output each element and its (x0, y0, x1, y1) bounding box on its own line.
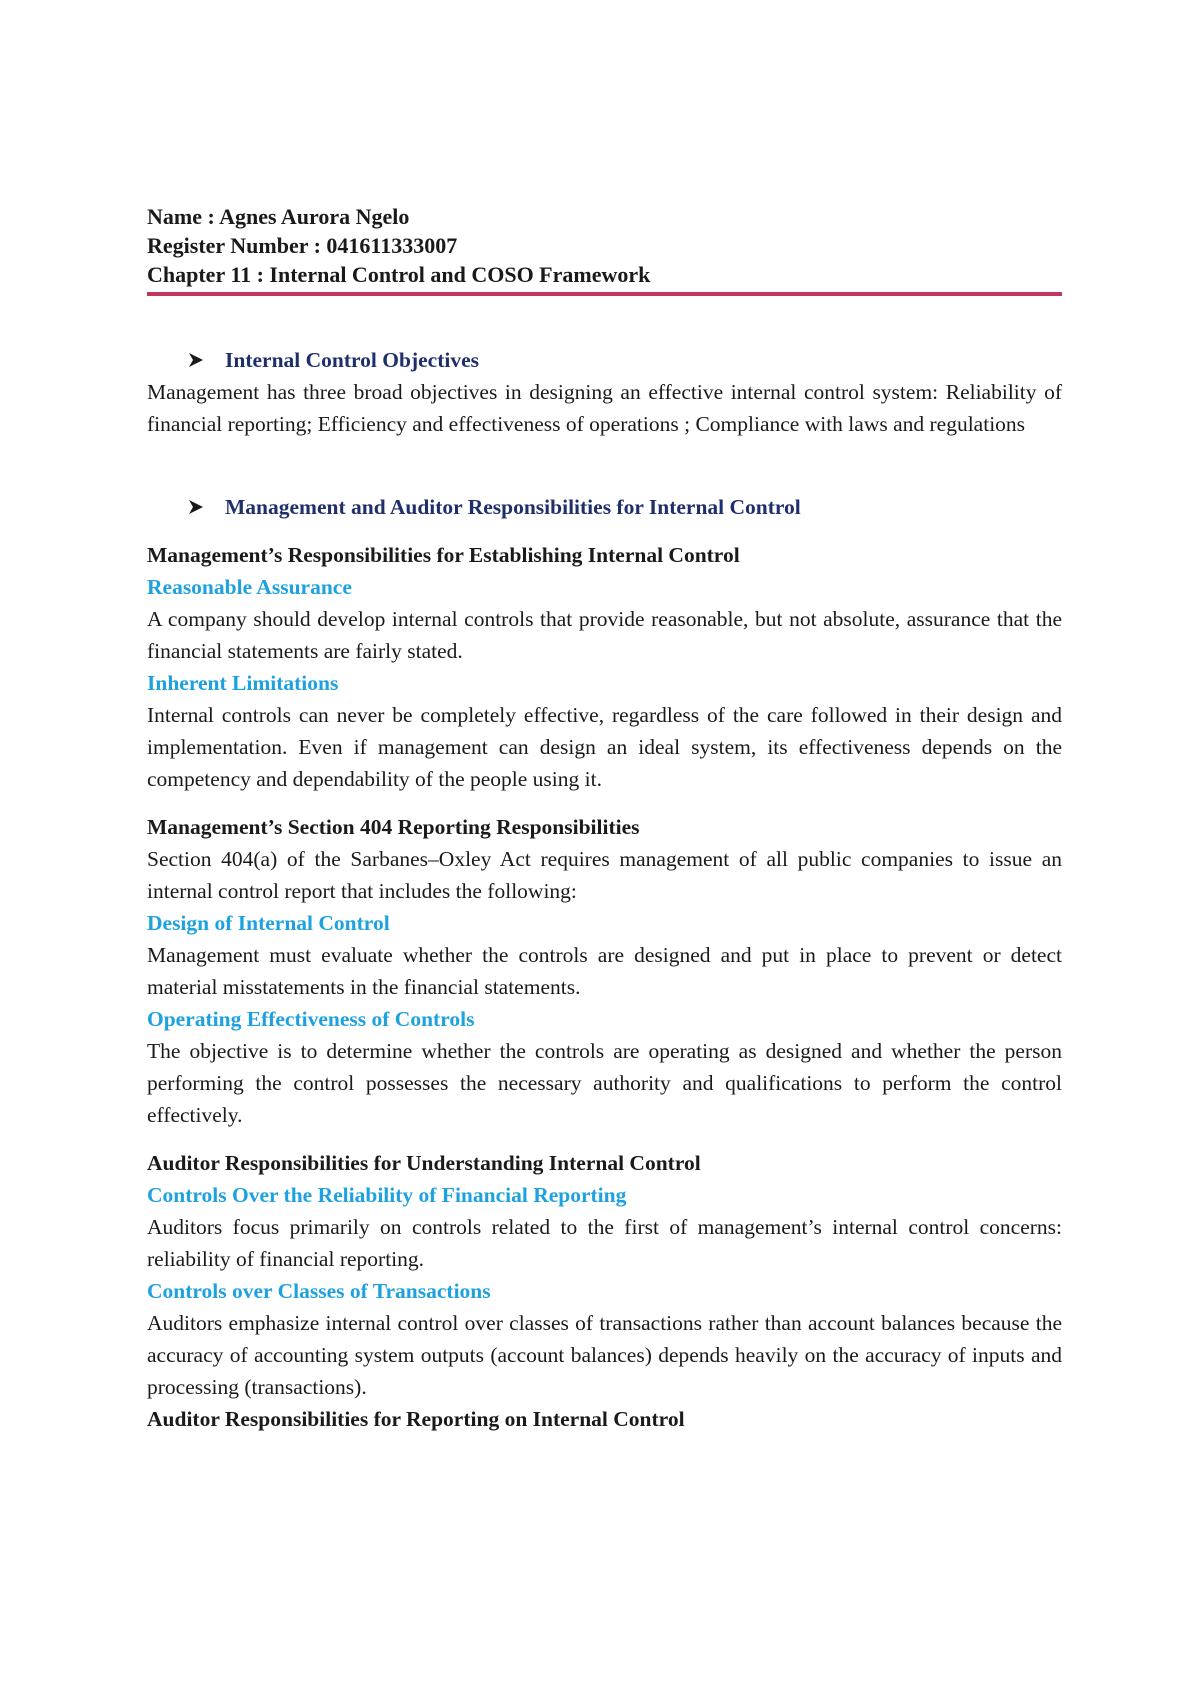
objectives-paragraph: Management has three broad objectives in designing an effective internal control system: Reliability of financial reporting; Efficiency and effectiveness of operations ; Compliance with laws and regulations (147, 380, 1062, 436)
inherent-limitations-title: Inherent Limitations (147, 671, 339, 695)
section-title: Management and Auditor Responsibilities for Internal Control (225, 495, 801, 519)
operating-effectiveness-title: Operating Effectiveness of Controls (147, 1007, 475, 1031)
register-number: Register Number : 041611333007 (147, 233, 458, 258)
document-body (147, 344, 1062, 1435)
section-title: Internal Control Objectives (225, 348, 479, 372)
section-404-heading: Management’s Section 404 Reporting Responsibilities (147, 815, 640, 839)
classes-of-transactions-text: Auditors emphasize internal control over classes of transactions rather than account balances because the accuracy of accounting system outputs (account balances) depends heavily on the accuracy of inputs and processing (transactions). (147, 1311, 1062, 1399)
management-responsibilities-heading: Management’s Responsibilities for Establishing Internal Control (147, 543, 740, 567)
reliability-controls-title: Controls Over the Reliability of Financial Reporting (147, 1183, 627, 1207)
classes-of-transactions-title: Controls over Classes of Transactions (147, 1279, 491, 1303)
inherent-limitations-text: Internal controls can never be completely effective, regardless of the care followed in their design and implementation. Even if management can design an ideal system, its effectiveness depends on the competency and dependability of the people using it. (147, 703, 1062, 791)
header-divider (147, 292, 1062, 296)
section-responsibilities (147, 491, 1062, 523)
operating-effectiveness-text: The objective is to determine whether the controls are operating as designed and whether the person performing the control possesses the necessary authority and qualifications to perform the control effectively. (147, 1039, 1062, 1127)
chapter-title: Chapter 11 : Internal Control and COSO Framework (147, 262, 651, 287)
student-name: Name : Agnes Aurora Ngelo (147, 204, 410, 229)
auditor-understanding-heading: Auditor Responsibilities for Understanding Internal Control (147, 1151, 701, 1175)
reasonable-assurance-text: A company should develop internal controls that provide reasonable, but not absolute, assurance that the financial statements are fairly stated. (147, 607, 1062, 663)
auditor-reporting-heading: Auditor Responsibilities for Reporting on Internal Control (147, 1407, 685, 1431)
reasonable-assurance-title: Reasonable Assurance (147, 575, 352, 599)
arrow-bullet-icon (188, 352, 204, 368)
reliability-controls-text: Auditors focus primarily on controls related to the first of management’s internal control concerns: reliability of financial reporting. (147, 1215, 1062, 1271)
design-of-internal-control-title: Design of Internal Control (147, 911, 390, 935)
section-internal-control-objectives (147, 344, 1062, 376)
section-404-text: Section 404(a) of the Sarbanes–Oxley Act requires management of all public companies to issue an internal control report that includes the following: (147, 847, 1062, 903)
design-of-internal-control-text: Management must evaluate whether the controls are designed and put in place to prevent or detect material misstatements in the financial statements. (147, 943, 1062, 999)
arrow-bullet-icon (188, 499, 204, 515)
document-header (147, 202, 1062, 289)
